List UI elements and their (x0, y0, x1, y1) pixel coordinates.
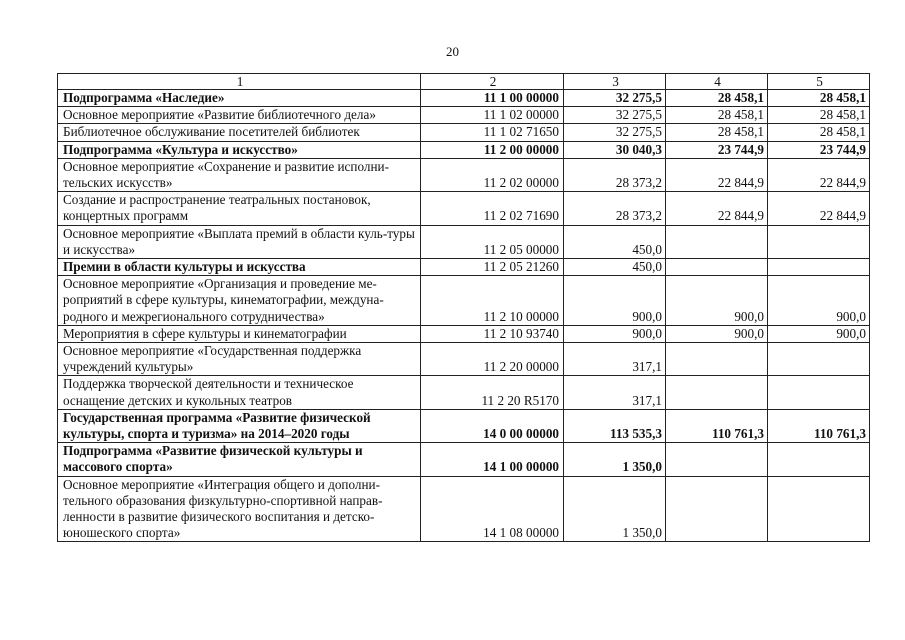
row-code: 14 1 00 00000 (421, 443, 564, 476)
row-name: Государственная программа «Развитие физической культуры, спорта и туризма» на 2014–2020 годы (58, 409, 421, 442)
header-col-2: 2 (421, 74, 564, 90)
row-value-col3: 113 535,3 (564, 409, 666, 442)
table-row (58, 225, 870, 258)
row-value-col4: 23 744,9 (666, 141, 768, 158)
row-value-col3: 1 350,0 (564, 443, 666, 476)
row-code: 11 2 10 00000 (421, 276, 564, 326)
row-name: Библиотечное обслуживание посетителей библиотек (58, 124, 421, 141)
row-name: Основное мероприятие «Сохранение и развитие исполни-тельских искусств» (58, 158, 421, 191)
row-value-col5 (768, 476, 870, 542)
header-col-1: 1 (58, 74, 421, 90)
row-code: 11 2 00 00000 (421, 141, 564, 158)
row-value-col4 (666, 376, 768, 409)
row-name: Поддержка творческой деятельности и техническое оснащение детских и кукольных театров (58, 376, 421, 409)
row-value-col5: 22 844,9 (768, 192, 870, 225)
row-value-col5: 22 844,9 (768, 158, 870, 191)
row-name: Основное мероприятие «Организация и проведение ме-роприятий в сфере культуры, кинематографии, междуна-родного и межрегионального сотрудничества» (58, 276, 421, 326)
row-code: 11 2 20 R5170 (421, 376, 564, 409)
budget-table (57, 73, 870, 542)
row-value-col5: 23 744,9 (768, 141, 870, 158)
row-value-col5 (768, 259, 870, 276)
row-value-col5 (768, 343, 870, 376)
table-row (58, 325, 870, 342)
table-row (58, 124, 870, 141)
row-value-col5: 28 458,1 (768, 107, 870, 124)
row-value-col5 (768, 443, 870, 476)
header-col-5: 5 (768, 74, 870, 90)
row-value-col4: 22 844,9 (666, 192, 768, 225)
row-value-col5: 900,0 (768, 276, 870, 326)
row-name: Мероприятия в сфере культуры и кинематографии (58, 325, 421, 342)
row-code: 11 2 05 21260 (421, 259, 564, 276)
row-value-col3: 317,1 (564, 376, 666, 409)
page-number: 20 (446, 44, 459, 59)
table-row (58, 409, 870, 442)
header-col-3: 3 (564, 74, 666, 90)
row-value-col5 (768, 225, 870, 258)
row-value-col3: 32 275,5 (564, 124, 666, 141)
row-value-col3: 32 275,5 (564, 107, 666, 124)
row-value-col5 (768, 376, 870, 409)
table-row (58, 476, 870, 542)
row-code: 11 2 02 00000 (421, 158, 564, 191)
table-row (58, 158, 870, 191)
row-value-col4: 28 458,1 (666, 90, 768, 107)
row-code: 14 0 00 00000 (421, 409, 564, 442)
table-header-row (58, 74, 870, 90)
row-value-col4: 28 458,1 (666, 107, 768, 124)
row-name: Основное мероприятие «Государственная поддержка учреждений культуры» (58, 343, 421, 376)
row-value-col3: 32 275,5 (564, 90, 666, 107)
row-name: Основное мероприятие «Выплата премий в области куль-туры и искусства» (58, 225, 421, 258)
row-value-col4 (666, 476, 768, 542)
row-code: 11 2 02 71690 (421, 192, 564, 225)
row-value-col4: 900,0 (666, 325, 768, 342)
table-row (58, 107, 870, 124)
row-value-col3: 450,0 (564, 259, 666, 276)
row-value-col3: 30 040,3 (564, 141, 666, 158)
row-name: Подпрограмма «Наследие» (58, 90, 421, 107)
table-row (58, 141, 870, 158)
row-value-col3: 28 373,2 (564, 158, 666, 191)
table-row (58, 259, 870, 276)
row-value-col4 (666, 343, 768, 376)
row-code: 11 2 05 00000 (421, 225, 564, 258)
row-value-col5: 28 458,1 (768, 124, 870, 141)
row-name: Подпрограмма «Развитие физической культуры и массового спорта» (58, 443, 421, 476)
row-value-col4: 28 458,1 (666, 124, 768, 141)
table-row (58, 192, 870, 225)
row-name: Премии в области культуры и искусства (58, 259, 421, 276)
row-code: 11 1 00 00000 (421, 90, 564, 107)
row-value-col3: 900,0 (564, 325, 666, 342)
table-row (58, 276, 870, 326)
row-code: 11 1 02 00000 (421, 107, 564, 124)
table-row (58, 343, 870, 376)
row-value-col3: 900,0 (564, 276, 666, 326)
row-value-col3: 28 373,2 (564, 192, 666, 225)
row-code: 11 2 20 00000 (421, 343, 564, 376)
row-code: 14 1 08 00000 (421, 476, 564, 542)
row-value-col4: 110 761,3 (666, 409, 768, 442)
row-name: Основное мероприятие «Развитие библиотечного дела» (58, 107, 421, 124)
row-code: 11 1 02 71650 (421, 124, 564, 141)
row-value-col4: 900,0 (666, 276, 768, 326)
row-name: Подпрограмма «Культура и искусство» (58, 141, 421, 158)
row-value-col4 (666, 225, 768, 258)
row-value-col4 (666, 443, 768, 476)
row-value-col5: 110 761,3 (768, 409, 870, 442)
row-value-col5: 900,0 (768, 325, 870, 342)
row-value-col5: 28 458,1 (768, 90, 870, 107)
row-value-col3: 317,1 (564, 343, 666, 376)
row-name: Создание и распространение театральных постановок, концертных программ (58, 192, 421, 225)
header-col-4: 4 (666, 74, 768, 90)
row-value-col4 (666, 259, 768, 276)
row-value-col3: 450,0 (564, 225, 666, 258)
row-value-col3: 1 350,0 (564, 476, 666, 542)
table-row (58, 90, 870, 107)
table-row (58, 443, 870, 476)
row-name: Основное мероприятие «Интеграция общего и дополни-тельного образования физкультурно-спортивной направ-ленности в развитие физического воспитания и детско-юношеского спорта» (58, 476, 421, 542)
row-value-col4: 22 844,9 (666, 158, 768, 191)
table-row (58, 376, 870, 409)
row-code: 11 2 10 93740 (421, 325, 564, 342)
